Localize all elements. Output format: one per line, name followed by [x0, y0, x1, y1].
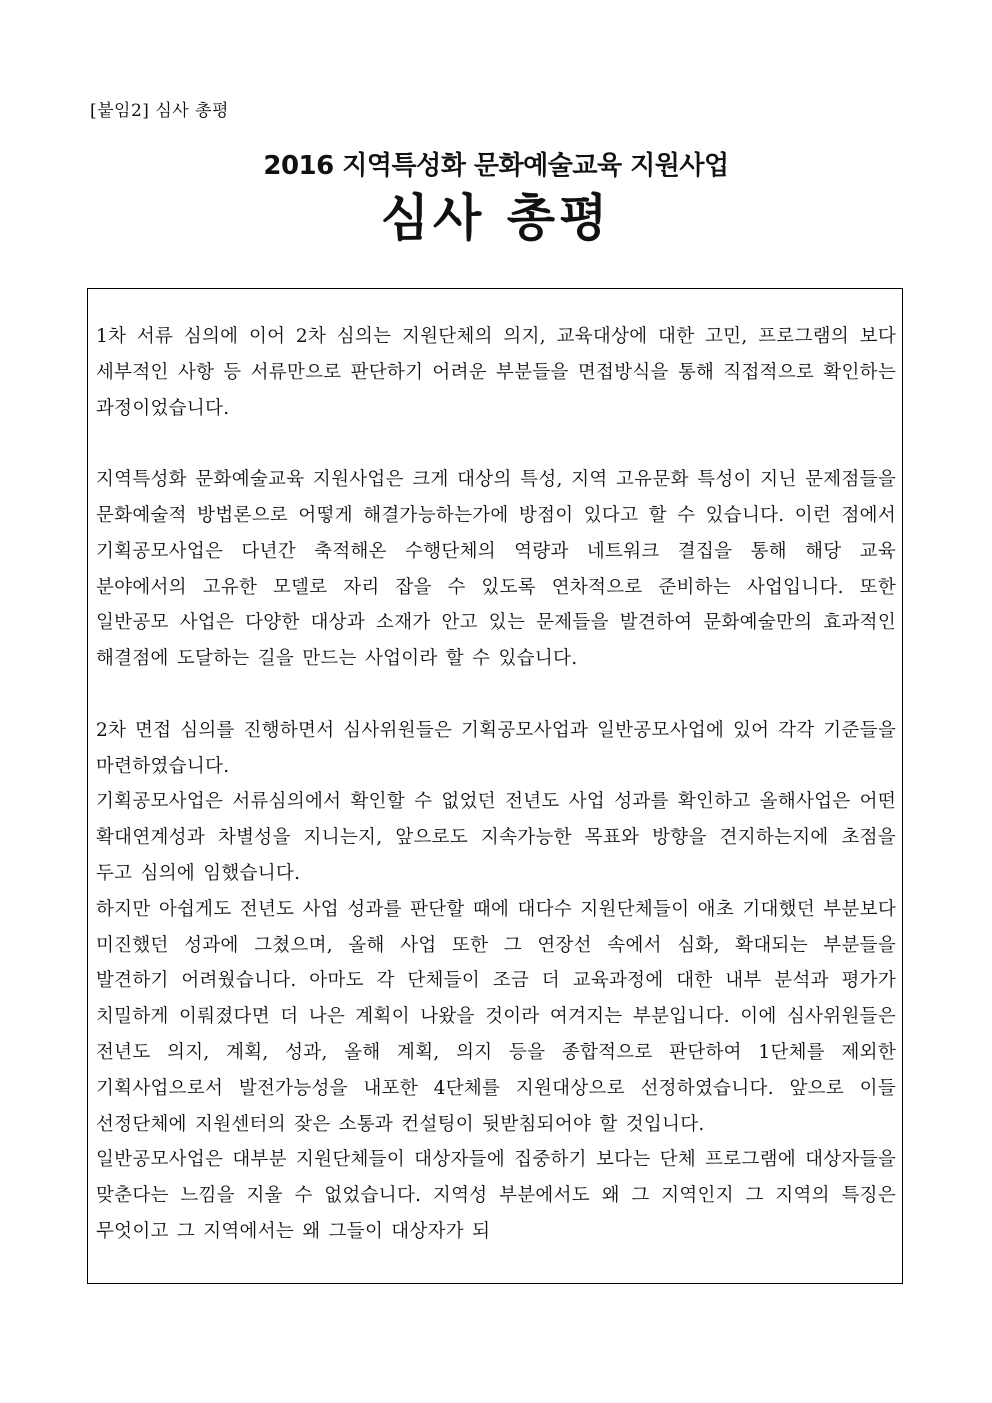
paragraph-spacer	[96, 426, 896, 462]
paragraph-planned-program-focus: 기획공모사업은 서류심의에서 확인할 수 없었던 전년도 사업 성과를 확인하고 올해사업은 어떤 확대연계성과 차별성을 지니는지, 앞으로도 지속가능한 목표와 방향을 견지하는지에 초점을 두고 심의에 임했습니다.	[96, 791, 896, 884]
paragraph-intro: 1차 서류 심의에 이어 2차 심의는 지원단체의 의지, 교육대상에 대한 고민, 프로그램의 보다 세부적인 사항 등 서류만으로 판단하기 어려운 부분들을 면접방식을 통해 직접적으로 확인하는 과정이었습니다.	[96, 326, 896, 419]
paragraph-interview-criteria: 2차 면접 심의를 진행하면서 심사위원들은 기획공모사업과 일반공모사업에 있어 각각 기준들을 마련하였습니다.	[96, 719, 896, 777]
paragraph-planned-program-results: 하지만 아쉽게도 전년도 사업 성과를 판단할 때에 대다수 지원단체들이 애초 기대했던 부분보다 미진했던 성과에 그쳤으며, 올해 사업 또한 그 연장선 속에서 심화, 확대되는 부분들을 발견하기 어려웠습니다. 아마도 각 단체들이 조금 더 교육과정에 대한 내부 분석과 평가가 치밀하게 이뤄졌다면 더 나은 계획이 나왔을 것이라 여겨지는 부분입니다. 이에 심사위원들은 전년도 의지, 계획, 성과, 올해 계획, 의지 등을 종합적으로 판단하여 1단체를 제외한 기획사업으로서 발전가능성을 내포한 4단체를 지원대상으로 선정하였습니다. 앞으로 이들 선정단체에 지원센터의 잦은 소통과 컨설팅이 뒷받침되어야 할 것입니다.	[96, 898, 896, 1135]
paragraph-spacer	[96, 677, 896, 713]
document-subtitle: 2016 지역특성화 문화예술교육 지원사업	[263, 151, 729, 181]
paragraph-program-overview: 지역특성화 문화예술교육 지원사업은 크게 대상의 특성, 지역 고유문화 특성이 지닌 문제점들을 문화예술적 방법론으로 어떻게 해결가능하는가에 방점이 있다고 할 수 있습니다. 이런 점에서 기획공모사업은 다년간 축적해온 수행단체의 역량과 네트워크 결집을 통해 해당 교육 분야에서의 고유한 모델로 자리 잡을 수 있도록 연차적으로 준비하는 사업입니다. 또한 일반공모 사업은 다양한 대상과 소재가 안고 있는 문제들을 발견하여 문화예술만의 효과적인 해결점에 도달하는 길을 만드는 사업이라 할 수 있습니다.	[96, 469, 896, 670]
attachment-label: [붙임2] 심사 총평	[90, 101, 229, 121]
paragraph-general-program: 일반공모사업은 대부분 지원단체들이 대상자들에 집중하기 보다는 단체 프로그램에 대상자들을 맞춘다는 느낌을 지울 수 없었습니다. 지역성 부분에서도 왜 그 지역인지 그 지역의 특징은 무엇이고 그 지역에서는 왜 그들이 대상자가 되	[96, 1149, 896, 1242]
document-title: 심사 총평	[380, 189, 612, 247]
review-content	[96, 319, 896, 1250]
review-content-box	[87, 288, 903, 1284]
